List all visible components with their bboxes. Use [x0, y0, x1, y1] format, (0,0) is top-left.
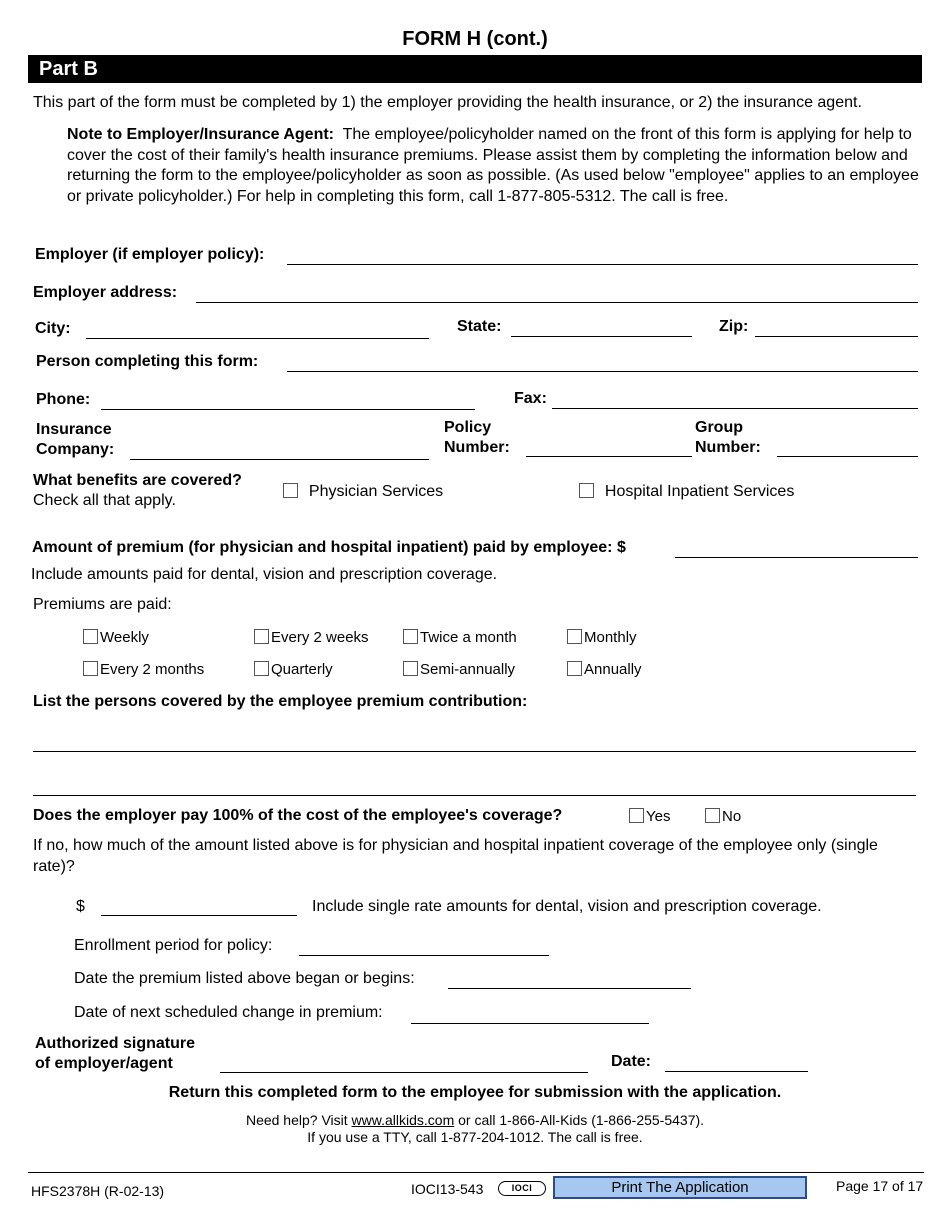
insurance-label-line1: Insurance	[36, 421, 112, 438]
phone-field[interactable]	[101, 409, 475, 410]
help-suffix: or call 1-866-All-Kids (1-866-255-5437).	[454, 1112, 705, 1128]
allkids-link[interactable]: www.allkids.com	[351, 1112, 455, 1128]
insurance-company-label	[36, 420, 114, 460]
signature-label-line1: Authorized signature	[35, 1035, 196, 1052]
premium-amount-field[interactable]	[675, 557, 918, 558]
group-label-line1: Group	[695, 419, 743, 436]
signature-label	[35, 1034, 195, 1074]
policy-label-line1: Policy	[444, 419, 492, 436]
note-text: The employee/policyholder named on the front of this form is applying for help to cover the cost of their family's health insurance premiums. Please assist them by completing the information below and returning the form to the employee/policyholder as soon as possible. (As used below "employee" applies to an employee or private policyholder.) For help in completing this form, call 1-877-805-5312. The call is free.	[67, 126, 919, 205]
twice-a-month-checkbox[interactable]	[403, 629, 418, 644]
group-number-field[interactable]	[777, 456, 918, 457]
form-title: FORM H (cont.)	[402, 28, 548, 50]
group-label-line2: Number:	[695, 439, 761, 456]
weekly-checkbox[interactable]	[83, 629, 98, 644]
premium-amount-label: Amount of premium (for physician and hospital inpatient) paid by employee: $	[32, 539, 626, 556]
footer-rule	[28, 1172, 924, 1173]
benefits-hint: Check all that apply.	[33, 492, 176, 509]
ioci-logo-icon: IOCI	[498, 1181, 546, 1196]
yes-label: Yes	[646, 808, 671, 825]
weekly-label: Weekly	[100, 629, 149, 646]
zip-label: Zip:	[719, 318, 749, 335]
premium-began-label: Date the premium listed above began or begins:	[74, 970, 415, 987]
quarterly-label: Quarterly	[271, 661, 333, 678]
person-completing-label: Person completing this form:	[36, 353, 259, 370]
single-rate-field[interactable]	[101, 915, 297, 916]
annually-label: Annually	[584, 661, 642, 678]
benefits-question	[33, 471, 242, 511]
date-label: Date:	[611, 1053, 652, 1070]
full-cost-question: Does the employer pay 100% of the cost of the employee's coverage?	[33, 807, 563, 824]
next-change-field[interactable]	[411, 1023, 649, 1024]
semi-annually-label: Semi-annually	[420, 661, 516, 678]
physician-label: Physician Services	[308, 483, 444, 500]
fax-label: Fax:	[514, 390, 547, 407]
full-cost-no[interactable]	[705, 808, 741, 825]
policy-number-label	[444, 418, 510, 458]
form-id: HFS2378H (R-02-13)	[31, 1183, 165, 1199]
premiums-paid-label: Premiums are paid:	[33, 596, 172, 613]
phone-label: Phone:	[36, 391, 91, 408]
freq-every-2-months[interactable]	[83, 661, 204, 678]
hospital-label: Hospital Inpatient Services	[604, 483, 795, 500]
ioci-number: IOCI13-543	[411, 1181, 484, 1197]
part-label: Part B	[39, 58, 98, 80]
person-completing-field[interactable]	[287, 371, 918, 372]
page-number: Page 17 of 17	[836, 1178, 924, 1194]
persons-covered-line-1[interactable]	[33, 751, 916, 752]
premium-include-note: Include amounts paid for dental, vision and prescription coverage.	[31, 566, 498, 583]
single-rate-dollar: $	[76, 898, 85, 915]
every-2-months-label: Every 2 months	[100, 661, 205, 678]
benefits-question-text: What benefits are covered?	[33, 472, 242, 489]
semi-annually-checkbox[interactable]	[403, 661, 418, 676]
freq-twice-a-month[interactable]	[403, 629, 517, 646]
policy-label-line2: Number:	[444, 439, 510, 456]
next-change-label: Date of next scheduled change in premium:	[74, 1004, 383, 1021]
city-field[interactable]	[86, 338, 429, 339]
freq-semi-annually[interactable]	[403, 661, 515, 678]
every-2-months-checkbox[interactable]	[83, 661, 98, 676]
return-note: Return this completed form to the employee for submission with the application.	[168, 1084, 782, 1101]
every-2-weeks-checkbox[interactable]	[254, 629, 269, 644]
annually-checkbox[interactable]	[567, 661, 582, 676]
employer-label: Employer (if employer policy):	[35, 246, 265, 263]
enrollment-field[interactable]	[299, 955, 549, 956]
yes-checkbox[interactable]	[629, 808, 644, 823]
quarterly-checkbox[interactable]	[254, 661, 269, 676]
enrollment-label: Enrollment period for policy:	[74, 937, 273, 954]
premium-began-field[interactable]	[448, 988, 691, 989]
freq-annually[interactable]	[567, 661, 642, 678]
freq-monthly[interactable]	[567, 629, 637, 646]
employer-field[interactable]	[287, 264, 918, 265]
persons-covered-label: List the persons covered by the employee premium contribution:	[33, 693, 528, 710]
signature-label-line2: of employer/agent	[35, 1055, 173, 1072]
state-field[interactable]	[511, 336, 692, 337]
print-application-button[interactable]: Print The Application	[553, 1176, 807, 1199]
insurance-company-field[interactable]	[130, 459, 429, 460]
date-field[interactable]	[665, 1071, 808, 1072]
city-label: City:	[35, 320, 71, 337]
single-rate-note: Include single rate amounts for dental, vision and prescription coverage.	[312, 898, 822, 915]
employer-address-label: Employer address:	[33, 284, 178, 301]
full-cost-yes[interactable]	[629, 808, 670, 825]
note-label: Note to Employer/Insurance Agent:	[67, 126, 334, 143]
persons-covered-line-2[interactable]	[33, 795, 916, 796]
note-block	[67, 125, 927, 207]
insurance-label-line2: Company:	[36, 441, 115, 458]
group-number-label	[695, 418, 761, 458]
zip-field[interactable]	[755, 336, 918, 337]
state-label: State:	[457, 318, 502, 335]
help-tty: If you use a TTY, call 1-877-204-1012. The call is free.	[307, 1129, 643, 1145]
physician-checkbox[interactable]	[283, 483, 298, 498]
signature-field[interactable]	[220, 1072, 588, 1073]
if-no-text: If no, how much of the amount listed above is for physician and hospital inpatient coverage of the employee only (single rate)?	[33, 837, 878, 875]
freq-every-2-weeks[interactable]	[254, 629, 369, 646]
benefit-hospital[interactable]	[579, 483, 794, 501]
help-prefix: Need help? Visit	[245, 1112, 352, 1128]
freq-weekly[interactable]	[83, 629, 149, 646]
freq-quarterly[interactable]	[254, 661, 333, 678]
monthly-label: Monthly	[584, 629, 637, 646]
employer-address-field[interactable]	[196, 302, 918, 303]
monthly-checkbox[interactable]	[567, 629, 582, 644]
policy-number-field[interactable]	[526, 456, 692, 457]
hospital-checkbox[interactable]	[579, 483, 594, 498]
help-block	[0, 1112, 950, 1146]
no-checkbox[interactable]	[705, 808, 720, 823]
no-label: No	[722, 808, 742, 825]
part-b-header	[28, 55, 922, 83]
every-2-weeks-label: Every 2 weeks	[271, 629, 369, 646]
intro-text: This part of the form must be completed by 1) the employer providing the health insurance, or 2) the insurance agent.	[33, 94, 862, 111]
benefit-physician[interactable]	[283, 483, 443, 501]
fax-field[interactable]	[552, 408, 918, 409]
twice-a-month-label: Twice a month	[420, 629, 517, 646]
